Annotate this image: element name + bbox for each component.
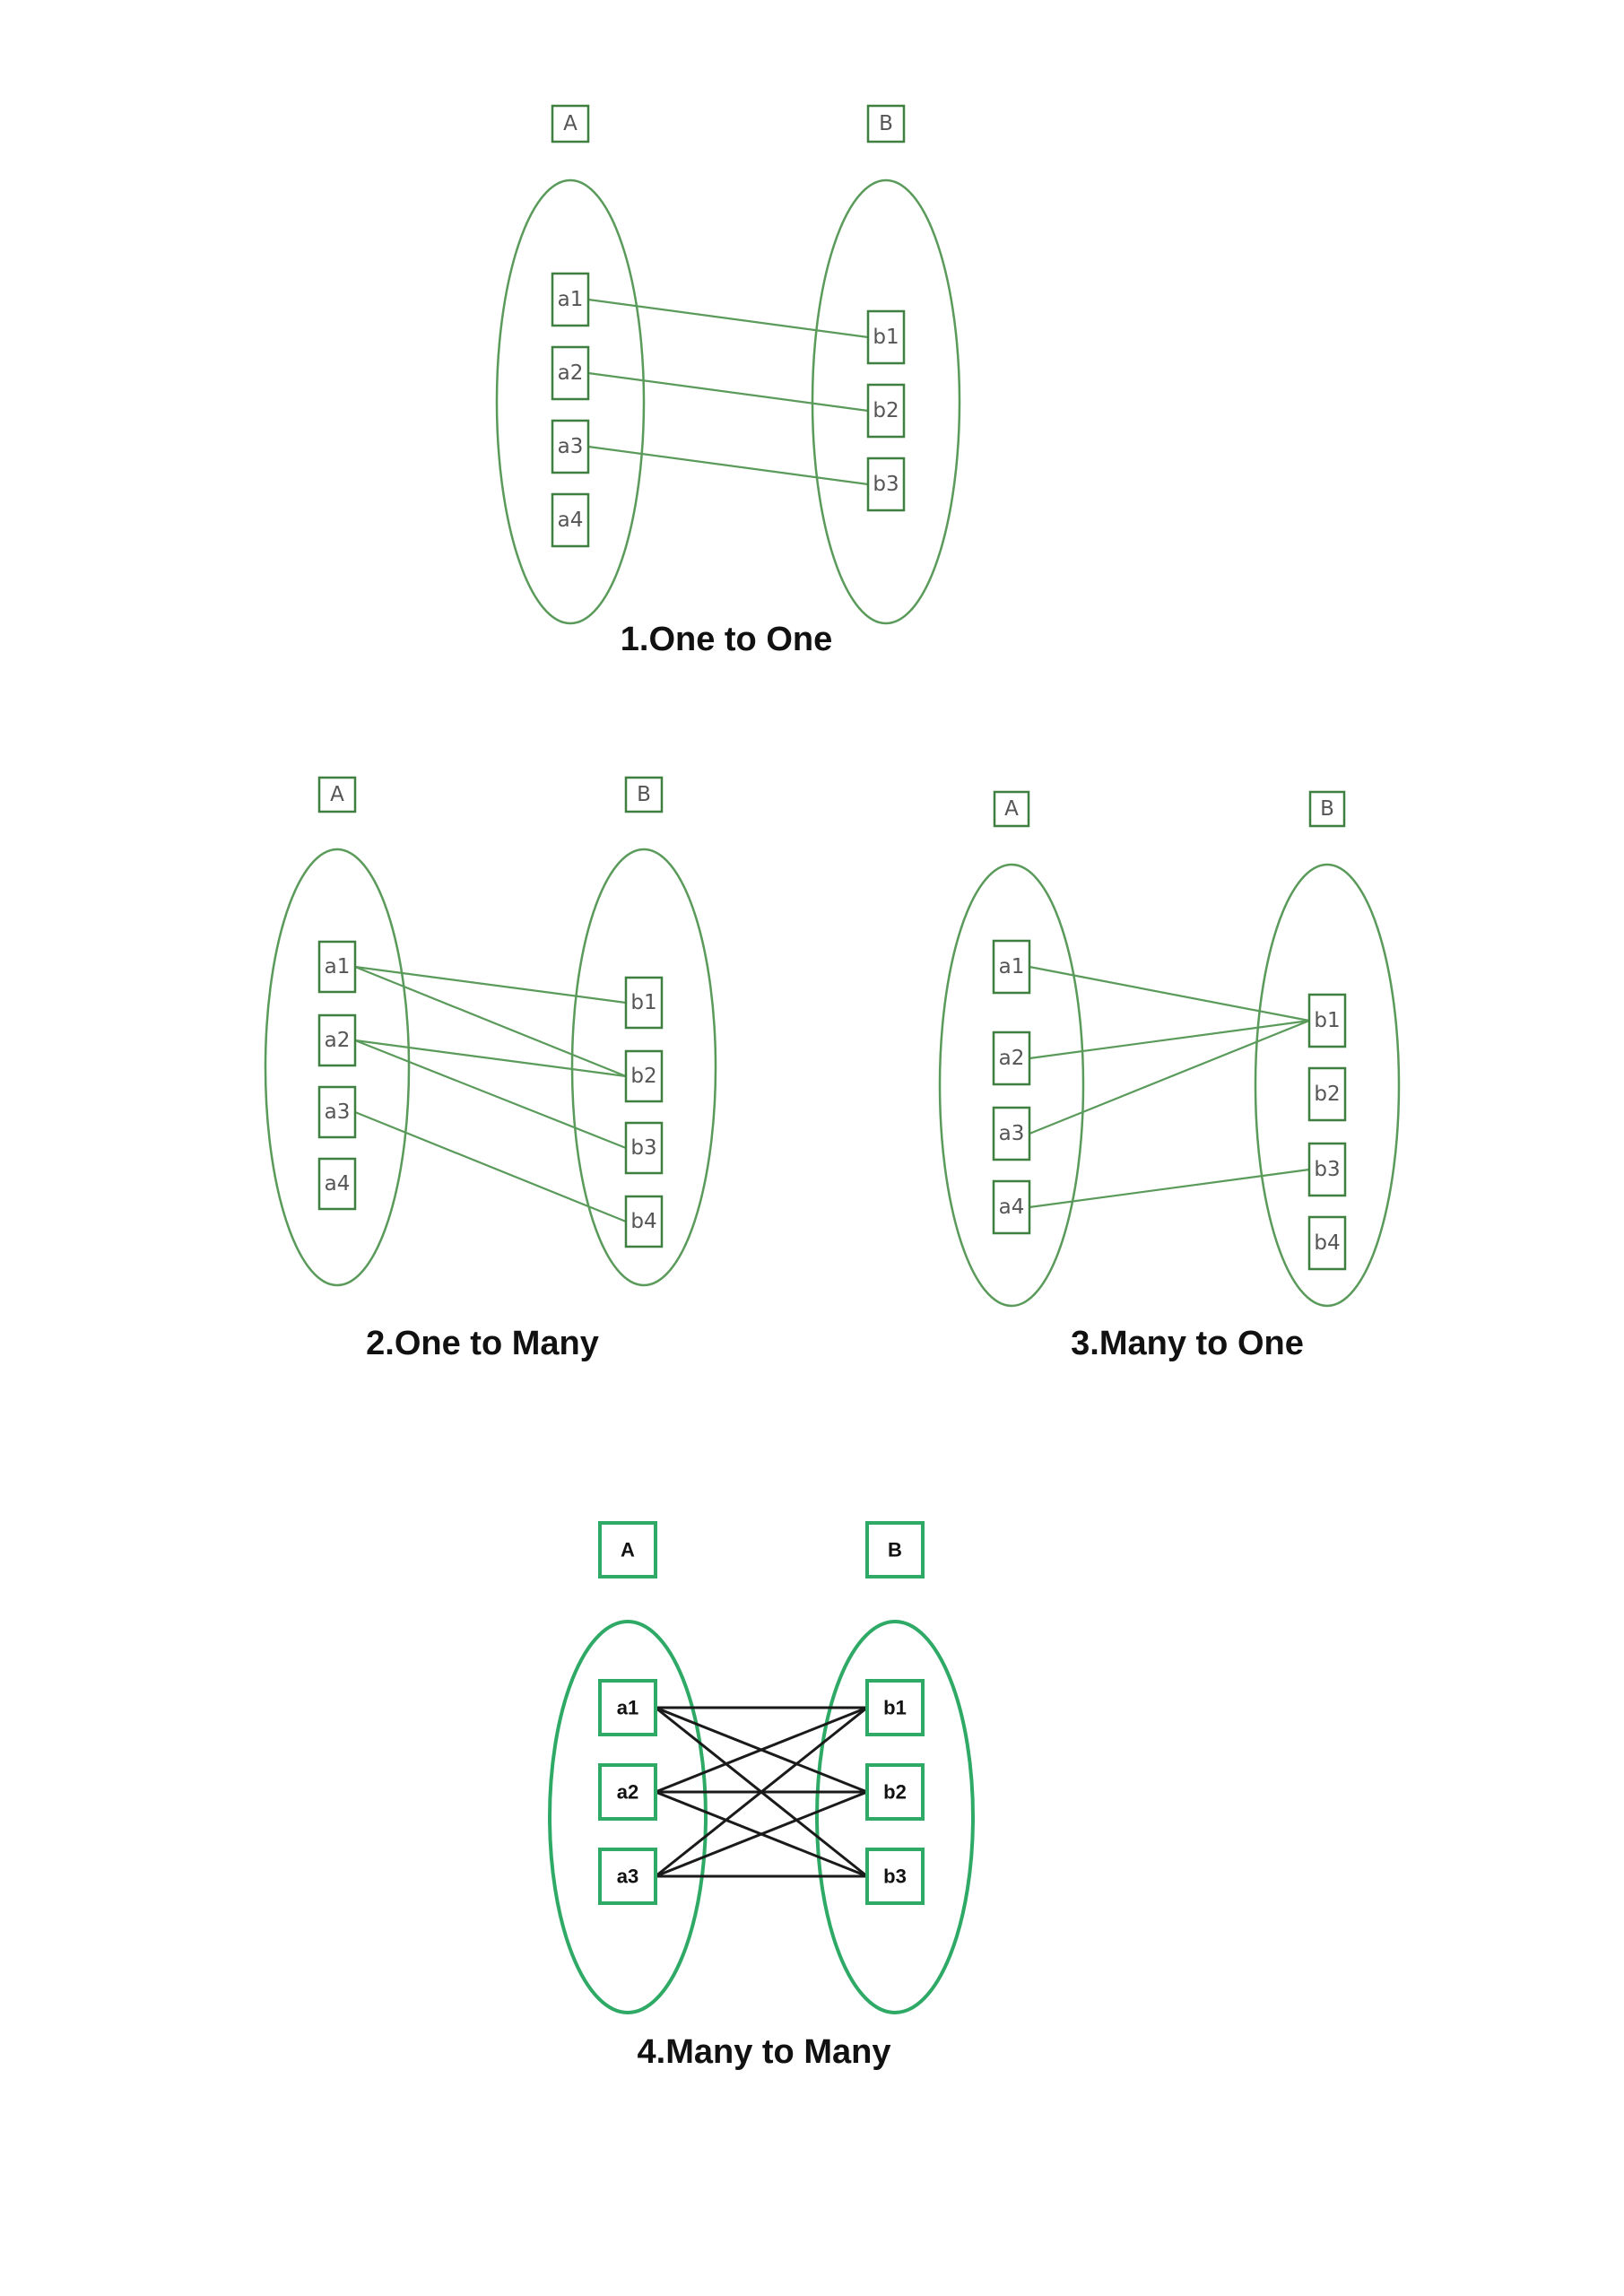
mapping-edge-a2-b3 <box>355 1040 626 1148</box>
element-b3-label: b3 <box>630 1136 657 1160</box>
element-a4-label: a4 <box>557 509 584 532</box>
diagram-2 <box>265 778 716 1362</box>
mapping-edge-a3-b3 <box>588 447 868 484</box>
diagram-caption: 3.Many to One <box>1071 1325 1304 1362</box>
element-a3-label: a3 <box>616 1865 639 1888</box>
diagram-caption: 2.One to Many <box>366 1325 599 1362</box>
set-a-header-label: A <box>1004 797 1019 821</box>
element-a3-label: a3 <box>557 435 584 458</box>
element-a2-label: a2 <box>998 1047 1025 1070</box>
set-b-header-label: B <box>1320 797 1334 821</box>
mapping-edge-a3-b1 <box>1029 1021 1309 1134</box>
element-a4-label: a4 <box>324 1172 351 1196</box>
mapping-edge-a2-b2 <box>588 373 868 411</box>
mapping-edges <box>1029 967 1309 1207</box>
set-b-header-label: B <box>879 112 893 135</box>
element-a2-label: a2 <box>324 1029 351 1052</box>
mapping-edge-a1-b2 <box>355 967 626 1076</box>
set-b-header-label: B <box>637 783 651 806</box>
mapping-edges <box>588 300 868 484</box>
set-a-ellipse <box>497 180 644 623</box>
diagram-caption: 4.Many to Many <box>637 2033 891 2071</box>
element-a2-label: a2 <box>557 361 584 385</box>
element-b2-label: b2 <box>883 1780 907 1804</box>
element-b3-label: b3 <box>873 473 899 496</box>
element-a4-label: a4 <box>998 1196 1025 1219</box>
mapping-edges <box>656 1708 867 1876</box>
element-b2-label: b2 <box>873 399 899 422</box>
set-a-header-label: A <box>621 1538 635 1561</box>
element-a1-label: a1 <box>557 288 584 311</box>
set-a-header-label: A <box>330 783 344 806</box>
element-b3-label: b3 <box>883 1865 907 1888</box>
element-a2-label: a2 <box>616 1780 639 1804</box>
element-a1-label: a1 <box>998 955 1025 978</box>
element-b1-label: b1 <box>873 326 899 349</box>
element-a3-label: a3 <box>998 1122 1025 1145</box>
set-a-ellipse <box>265 849 409 1285</box>
element-a3-label: a3 <box>324 1100 351 1124</box>
element-b1-label: b1 <box>883 1696 907 1719</box>
element-b3-label: b3 <box>1314 1158 1341 1181</box>
mapping-edge-a1-b1 <box>355 967 626 1003</box>
element-a1-label: a1 <box>324 955 351 978</box>
mapping-edge-a2-b2 <box>355 1040 626 1076</box>
element-a1-label: a1 <box>616 1696 639 1719</box>
element-b2-label: b2 <box>630 1065 657 1088</box>
element-b2-label: b2 <box>1314 1083 1341 1106</box>
mapping-edge-a1-b1 <box>1029 967 1309 1021</box>
set-b-header-label: B <box>888 1538 902 1561</box>
diagram-3 <box>940 792 1399 1362</box>
diagram-caption: 1.One to One <box>620 621 833 658</box>
mapping-edge-a2-b1 <box>1029 1021 1309 1058</box>
element-b4-label: b4 <box>1314 1231 1341 1255</box>
diagram-1 <box>497 106 960 658</box>
element-b1-label: b1 <box>630 991 657 1014</box>
mapping-edges <box>355 967 626 1222</box>
set-a-header-label: A <box>563 112 578 135</box>
element-b1-label: b1 <box>1314 1009 1341 1032</box>
mapping-edge-a3-b4 <box>355 1112 626 1222</box>
diagram-4 <box>550 1523 973 2071</box>
mapping-edge-a1-b1 <box>588 300 868 337</box>
element-b4-label: b4 <box>630 1210 657 1233</box>
